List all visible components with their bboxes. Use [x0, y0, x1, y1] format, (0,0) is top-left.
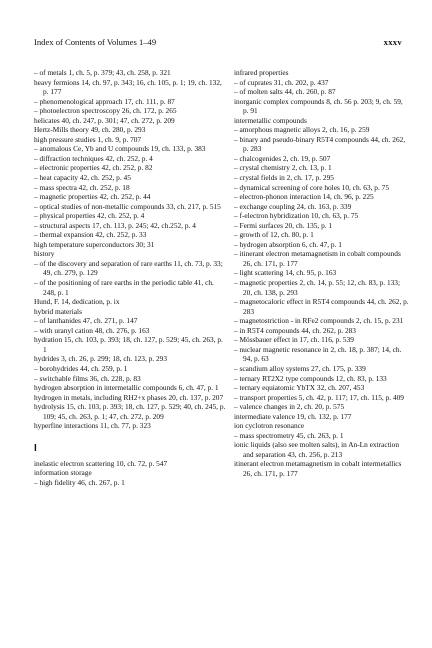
index-subentry: – in R5T4 compounds 44, ch. 262, p. 283 [234, 325, 356, 335]
index-subentry: – crystal fields in 2, ch. 17, p. 295 [234, 173, 334, 183]
index-entry: intermetallic compounds [234, 115, 307, 125]
index-subentry: – of lanthanides 47, ch. 271, p. 147 [34, 316, 138, 326]
index-subentry: – switchable films 36, ch. 228, p. 83 [34, 373, 141, 383]
index-entry: information storage [34, 468, 92, 478]
index-entry: hydrogen in metals, including RH2+x phases 20, ch. 137, p. 207 [34, 392, 224, 402]
index-subentry: – physical properties 42, ch. 252, p. 4 [34, 211, 145, 221]
section-letter: I [34, 442, 37, 454]
index-subentry: – with uranyl cation 48, ch. 276, p. 163 [34, 325, 150, 335]
index-subentry: – Mössbauer effect in 17, ch. 116, p. 539 [234, 335, 354, 345]
index-subentry: – structural aspects 17, ch. 113, p. 245; 42, ch.252, p. 4 [34, 220, 196, 230]
page-header [34, 37, 402, 51]
index-subentry: – of the positioning of rare earths in the periodic table 41, ch. 248, p. 1 [34, 278, 214, 297]
page-number: xxxv [383, 37, 402, 47]
index-subentry: – nuclear magnetic resonance in 2, ch. 18, p. 387; 14, ch. 94, p. 63 [234, 344, 402, 364]
index-subentry: – dynamical screening of core holes 10, ch. 63, p. 75 [234, 182, 389, 192]
index-subentry: – of the discovery and separation of rare earths 11, ch. 73, p. 33; 49, ch. 279, p. 129 [34, 258, 223, 278]
index-subentry: – borohydrides 44, ch. 259, p. 1 [34, 363, 128, 373]
index-subentry: – magnetocaloric effect in R5T4 compounds 44, ch. 262, p. 283 [234, 297, 409, 316]
index-entry: history [34, 249, 55, 259]
index-subentry: – high fidelity 46, ch. 267, p. 1 [34, 477, 125, 487]
index-subentry: – diffraction techniques 42, ch. 252, p. 4 [34, 153, 153, 163]
index-entry: inorganic complex compounds 8, ch. 56 p. 203; 9, ch. 59, p. 91 [234, 96, 403, 116]
index-column-right [234, 68, 410, 479]
index-subentry: – f-electron hybridization 10, ch. 63, p. 75 [234, 211, 359, 221]
index-subentry: – ternary RT2X2 type compounds 12, ch. 83, p. 133 [234, 373, 387, 383]
index-entry: infrared properties [234, 68, 289, 77]
index-subentry: – scandium alloy systems 27, ch. 175, p. 339 [234, 363, 366, 373]
index-entry: hydrides 3, ch. 26, p. 299; 18, ch. 123, p. 293 [34, 354, 167, 364]
index-subentry: – mass spectra 42, ch. 252, p. 18 [34, 182, 130, 192]
index-subentry: – magnetic properties 42, ch. 252, p. 44 [34, 192, 151, 202]
index-subentry: – electron-phonon interaction 14, ch. 96, p. 225 [234, 192, 374, 202]
index-entry: hydration 15, ch. 103, p. 393; 18, ch. 127, p. 529; 45, ch. 263, p. 1 [34, 335, 223, 354]
index-subentry: – anomalous Ce, Yb and U compounds 19, ch. 133, p. 383 [34, 144, 206, 154]
index-subentry: – transport properties 5, ch. 42, p. 117; 17, ch. 115, p. 409 [234, 392, 404, 402]
index-entry: hyperfine interactions 11, ch. 77, p. 323 [34, 421, 151, 431]
index-subentry: – growth of 12, ch. 80, p. 1 [234, 230, 314, 240]
index-entry: inelastic electron scattering 10, ch. 72, p. 547 [34, 458, 168, 468]
index-subentry: – mass spectrometry 45, ch. 263, p. 1 [234, 430, 344, 440]
running-title: Index of Contents of Volumes 1–49 [34, 37, 157, 47]
index-subentry: – magnetostriction - in RFe2 compounds 2, ch. 15, p. 231 [234, 316, 404, 326]
index-subentry: – binary and pseudo-binary R5T4 compounds 44, ch. 262, p. 283 [234, 134, 406, 154]
index-subentry: – electronic properties 42, ch. 252, p. 82 [34, 163, 153, 173]
index-subentry: – optical studies of non-metallic compounds 33, ch. 217, p. 515 [34, 201, 221, 211]
index-subentry: – phenomenological approach 17, ch. 111, p. 87 [34, 96, 175, 106]
index-entry: hybrid materials [34, 306, 82, 316]
index-entry: Hund, F. 14, dedication, p. ix [34, 297, 120, 307]
index-entry: intermediate valence 19, ch. 132, p. 177 [234, 411, 352, 421]
index-entry: high temperature superconductors 30; 31 [34, 239, 155, 249]
index-entry: itinerant electron metamagnetism in cobalt intermetallics 26, ch. 171, p. 177 [234, 459, 402, 478]
index-subentry: – ternary equiatomic YbTX 32, ch. 207, 453 [234, 383, 365, 393]
index-entry: ionic liquids (also see molten salts), in An-Ln extraction and separation 43, ch. 256, p. 213 [234, 440, 399, 459]
index-entry: ion cyclotron resonance [234, 421, 305, 431]
index-subentry: – magnetic properties 2, ch. 14, p. 55; 12, ch. 83, p. 133; 20, ch. 138, p. 293 [234, 278, 401, 297]
index-subentry: – valence changes in 2, ch. 20, p. 575 [234, 402, 345, 412]
index-subentry: – light scattering 14, ch. 95, p. 163 [234, 268, 337, 278]
index-subentry: – of cuprates 31, ch. 202, p. 437 [234, 77, 329, 87]
index-subentry: – itinerant electron metamagnetism in cobalt compounds 26, ch. 171, p. 177 [234, 249, 401, 268]
index-subentry: – exchange coupling 24, ch. 163, p. 339 [234, 201, 352, 211]
index-subentry: – of metals 1, ch. 5, p. 379; 43, ch. 258, p. 321 [34, 68, 171, 77]
index-subentry: – photoelectron spectroscopy 26, ch. 172, p. 265 [34, 106, 177, 116]
index-subentry: – hydrogen absorption 6, ch. 47, p. 1 [234, 239, 342, 249]
index-subentry: – thermal expansion 42, ch. 252, p. 33 [34, 230, 147, 240]
index-subentry: – crystal chemistry 2, ch. 13, p. 1 [234, 163, 332, 173]
index-subentry: – chalcogenides 2, ch. 19, p. 507 [234, 153, 331, 163]
index-subentry: – of molten salts 44, ch. 260, p. 87 [234, 87, 336, 97]
index-subentry: – heat capacity 42, ch. 252, p. 45 [34, 173, 131, 183]
index-subentry: – Fermi surfaces 20, ch. 135, p. 1 [234, 220, 333, 230]
index-entry: hydrogen absorption in intermetallic compounds 6, ch. 47, p. 1 [34, 383, 219, 393]
index-entry: high pressure studies 1, ch. 9, p. 707 [34, 134, 142, 144]
index-column-left [34, 68, 226, 487]
index-subentry: – amorphous magnetic alloys 2, ch. 16, p. 259 [234, 125, 370, 135]
index-entry: hydrolysis 15, ch. 103, p. 393; 18, ch. 127, p. 529; 40, ch. 245, p. 109; 45, ch. 263, p. 1; 47, ch. 272, p. 209 [34, 402, 226, 421]
index-entry: helicates 40, ch. 247, p. 301; 47, ch. 272, p. 209 [34, 115, 175, 125]
index-entry: Hertz-Mills theory 49, ch. 280, p. 293 [34, 125, 146, 135]
index-entry: heavy fermions 14, ch. 97, p. 343; 16, ch. 105, p. 1; 19, ch. 132, p. 177 [34, 77, 222, 97]
